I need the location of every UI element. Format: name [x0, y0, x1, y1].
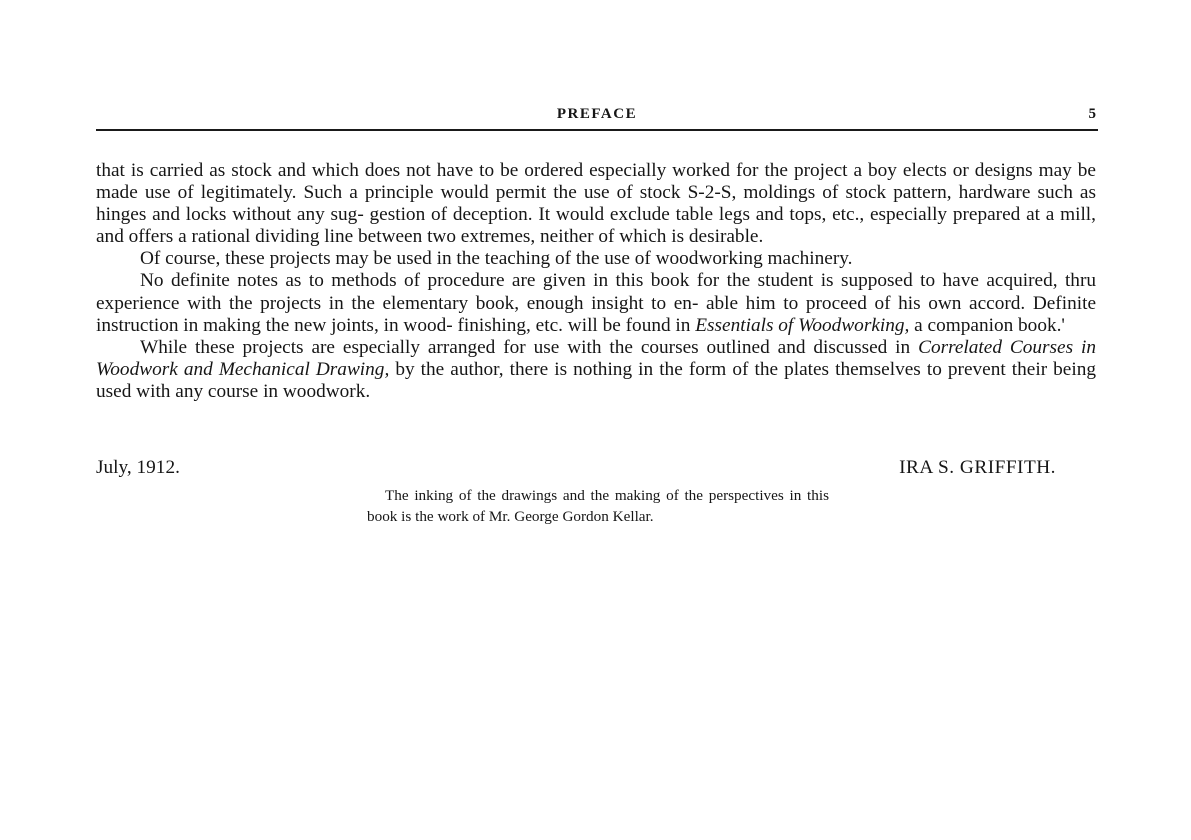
author-name: IRA S. GRIFFITH.: [899, 457, 1056, 478]
paragraph-procedure-end: a companion book.': [914, 314, 1065, 336]
header-rule: [96, 129, 1098, 131]
page-title: PREFACE: [556, 106, 638, 122]
paragraph-procedure: [96, 270, 1096, 336]
running-head: [96, 106, 1098, 126]
preface-date: July, 1912.: [96, 457, 180, 478]
page-number: 5: [1088, 106, 1096, 122]
paragraph-courses-text: While these projects are especially arranged for use with the courses outlined and discussed in: [140, 336, 911, 358]
paragraph-procedure-text: No definite notes as to methods of procedure are given in this book for the student is supposed to have acquired, thru experience with the projects in the elementary book, enough insight to en- able him to proceed of his own accord. Definite instruction in making the new joints, in wood- finishing, etc. will be found in: [96, 270, 1096, 336]
paragraph-machinery: Of course, these projects may be used in the teaching of the use of woodworking machinery.: [140, 248, 853, 270]
preface-body: [96, 160, 1096, 403]
book-title-essentials: Essentials of Woodworking,: [695, 314, 910, 336]
illustration-credit-note: The inking of the drawings and the making of the perspectives in this book is the work of Mr. George Gordon Kellar.: [367, 487, 829, 525]
paragraph-continuation: that is carried as stock and which does not have to be ordered especially worked for the project a boy elects or designs may be made use of legitimately. Such a principle would permit the use of stock S-2-S, moldings of stock pattern, hardware such as hinges and locks without any sug- gestion of deception. It would exclude table legs and tops, etc., especially prepared at a mill, and offers a rational dividing line between two extremes, neither of which is desirable.: [96, 160, 1096, 248]
paragraph-courses-end: by the author, there is nothing in the form of the plates themselves to prevent their being used with any course in woodwork.: [96, 358, 1097, 402]
book-title-correlated-courses: Correlated Courses in Woodwork and Mechanical Drawing,: [96, 336, 1096, 380]
paragraph-courses: [96, 337, 1096, 403]
